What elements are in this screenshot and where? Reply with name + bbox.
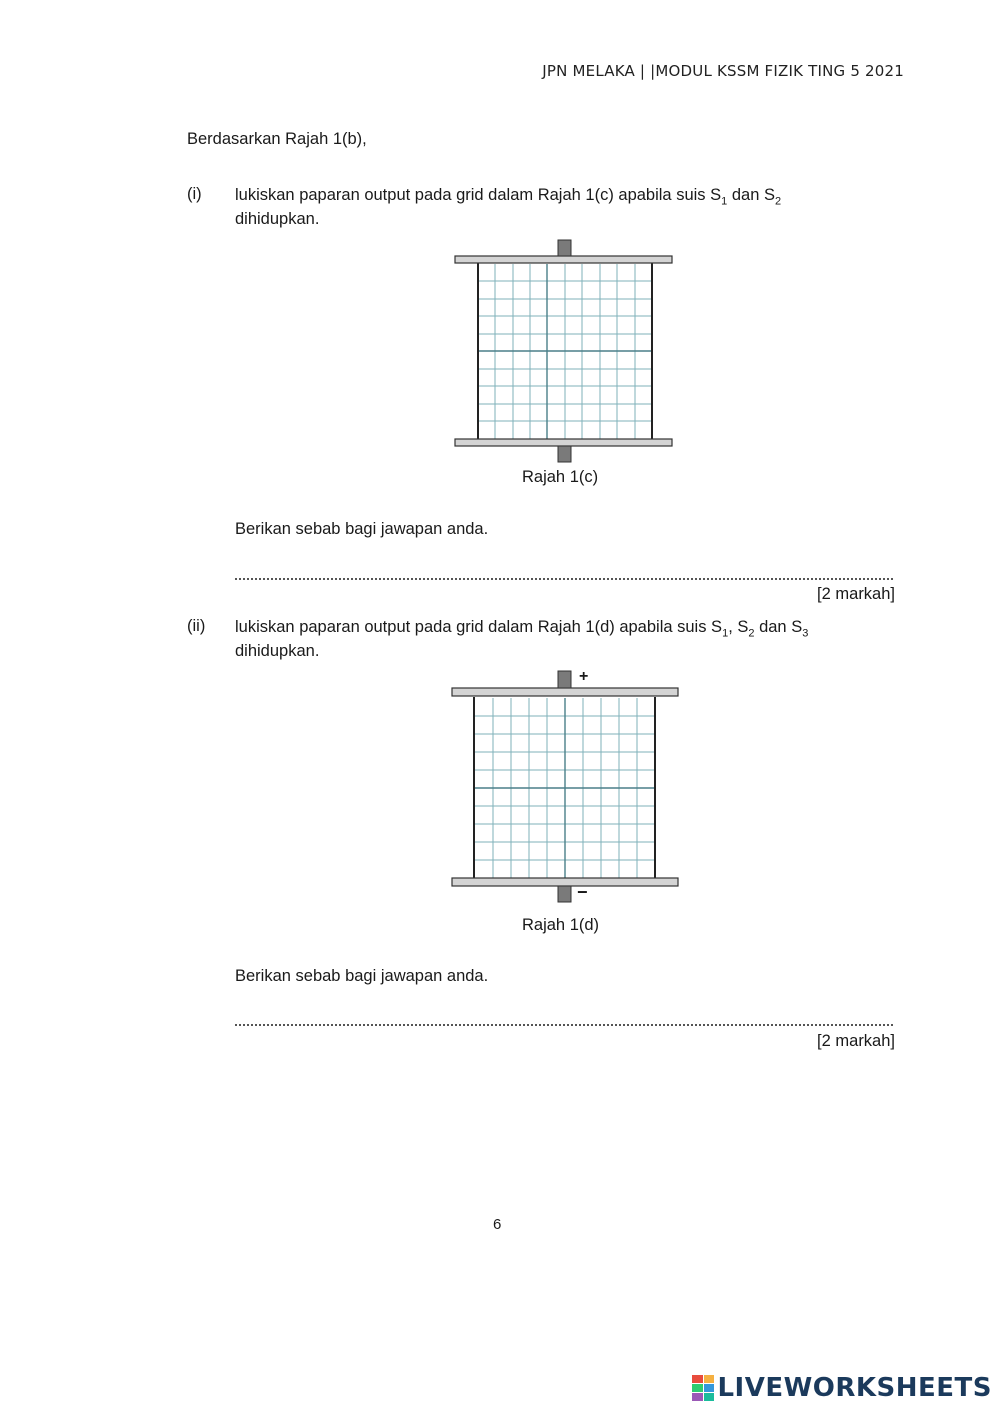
negative-terminal-label: − [577, 882, 588, 902]
figure-1c-grid [450, 236, 680, 464]
question-ii-number: (ii) [187, 617, 206, 635]
figure-1d-caption: Rajah 1(d) [522, 916, 600, 934]
question-i-marks: [2 markah] [817, 585, 895, 603]
figure-1d-grid [446, 668, 686, 908]
page-header: JPN MELAKA | |MODUL KSSM FIZIK TING 5 2021 [542, 62, 904, 80]
figure-1c-caption: Rajah 1(c) [522, 468, 599, 486]
question-i-answer-line[interactable] [235, 568, 893, 580]
question-i-text-line2: dihidupkan. [235, 210, 320, 228]
question-ii-answer-line[interactable] [235, 1014, 893, 1026]
liveworksheets-logo-icon [692, 1375, 714, 1401]
logo-text: LIVEWORKSHEETS [717, 1373, 992, 1403]
question-i-number: (i) [187, 185, 202, 203]
page-number: 6 [493, 1216, 502, 1233]
question-ii-text-line2: dihidupkan. [235, 642, 320, 660]
liveworksheets-logo[interactable] [692, 1373, 992, 1403]
question-i-text: lukiskan paparan output pada grid dalam Rajah 1(c) apabila suis $S_1$ dan $S_2$ [235, 186, 782, 208]
intro-text: Berdasarkan Rajah 1(b), [187, 130, 367, 148]
positive-terminal-label: + [579, 668, 589, 685]
question-ii-reason-prompt: Berikan sebab bagi jawapan anda. [235, 967, 489, 985]
question-ii-text: lukiskan paparan output pada grid dalam Rajah 1(d) apabila suis $S_1$, $S_2$ dan $S_3$ [235, 618, 809, 640]
question-ii-marks: [2 markah] [817, 1032, 895, 1050]
question-i-reason-prompt: Berikan sebab bagi jawapan anda. [235, 520, 489, 538]
